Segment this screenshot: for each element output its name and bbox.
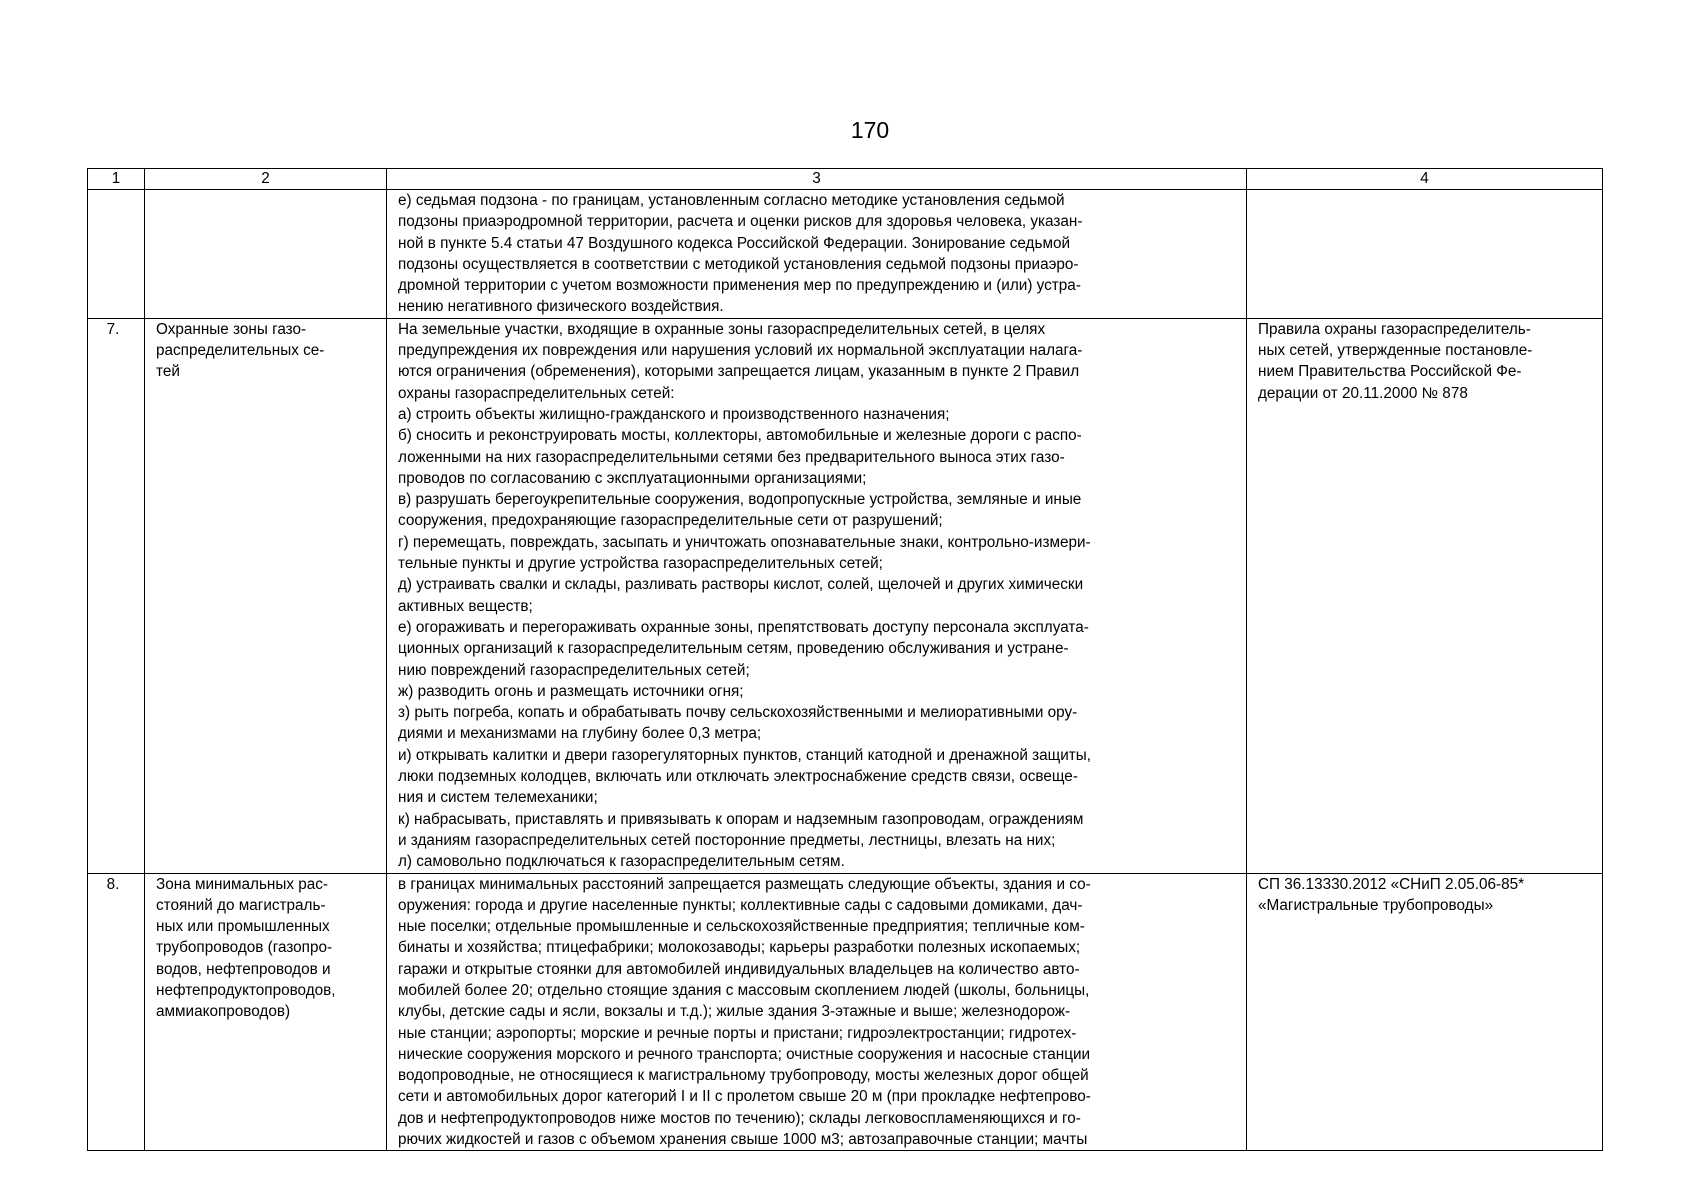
text-line: нием Правительства Российской Фе-: [1258, 363, 1522, 381]
text-line: охраны газораспределительных сетей:: [398, 384, 675, 402]
text-line: в границах минимальных расстояний запрещается размещать следующие объекты, здания и со-: [398, 875, 1091, 893]
text-line: тельные пункты и другие устройства газораспределительных сетей;: [398, 555, 883, 573]
text-line: ных или промышленных: [156, 918, 330, 936]
table-row: [88, 318, 1603, 873]
text-line: ционных организаций к газораспределительным сетям, проведению обслуживания и устране-: [398, 640, 1069, 658]
header-cell-3: 3: [387, 169, 1247, 190]
text-line: ложенными на них газораспределительными сетями без предварительного выноса этих газо-: [398, 448, 1065, 466]
page-number: 170: [850, 117, 890, 143]
text-line: трубопроводов (газопро-: [156, 939, 333, 957]
zone-name: [145, 318, 387, 873]
text-line: дерации от 20.11.2000 № 878: [1258, 384, 1468, 402]
text-line: е) огораживать и перегораживать охранные зоны, препятствовать доступу персонала эксплуата-: [398, 618, 1089, 636]
zone-name: [145, 873, 387, 1151]
text-line: оружения: города и другие населенные пункты; коллективные сады с садовыми домиками, дач-: [398, 896, 1083, 914]
row-number: [88, 190, 145, 319]
text-line: дов и нефтепродуктопроводов ниже мостов по течению); склады легковоспламеняющихся и го-: [398, 1109, 1081, 1127]
text-line: з) рыть погреба, копать и обрабатывать почву сельскохозяйственными и мелиоративными ору-: [398, 704, 1078, 722]
text-line: люки подземных колодцев, включать или отключать электроснабжение средств связи, освеще-: [398, 768, 1078, 786]
text-line: стояний до магистраль-: [156, 896, 326, 914]
text-line: мобилей более 20; отдельно стоящие здания с массовым скоплением людей (школы, больницы,: [398, 981, 1090, 999]
text-line: ния и систем телемеханики;: [398, 789, 598, 807]
table-row: [88, 873, 1603, 1151]
text-line: бинаты и хозяйства; птицефабрики; молокозаводы; карьеры разработки полезных ископаемых;: [398, 939, 1081, 957]
text-line: Охранные зоны газо-: [156, 320, 307, 338]
zone-name: [145, 190, 387, 319]
text-line: д) устраивать свалки и склады, разливать растворы кислот, солей, щелочей и других химически: [398, 576, 1084, 594]
text-line: в) разрушать берегоукрепительные сооружения, водопропускные устройства, земляные и иные: [398, 491, 1082, 509]
header-cell-1: 1: [88, 169, 145, 190]
text-line: нению негативного физического воздействия.: [398, 298, 724, 316]
text-line: водов, нефтепроводов и: [156, 960, 331, 978]
table-row: [88, 190, 1603, 319]
text-line: подзоны приаэродромной территории, расчета и оценки рисков для здоровья человека, указан-: [398, 213, 1083, 231]
text-line: проводов по согласованию с эксплуатационными организациями;: [398, 469, 867, 487]
text-line: нию повреждений газораспределительных сетей;: [398, 661, 750, 679]
text-line: клубы, детские сады и ясли, вокзалы и т.д.); жилые здания 3-этажные и выше; железнодорож-: [398, 1003, 1071, 1021]
text-line: тей: [156, 363, 180, 381]
text-line: «Магистральные трубопроводы»: [1258, 896, 1494, 914]
text-line: ных сетей, утвержденные постановле-: [1258, 342, 1533, 360]
text-line: аммиакопроводов): [156, 1003, 291, 1021]
text-line: и зданиям газораспределительных сетей посторонние предметы, лестницы, влезать на них;: [398, 831, 1056, 849]
text-line: дромной территории с учетом возможности применения мер по предупреждению и (или) устра-: [398, 277, 1081, 295]
text-line: нефтепродуктопроводов,: [156, 981, 336, 999]
text-line: и) открывать калитки и двери газорегуляторных пунктов, станций катодной и дренажной защиты,: [398, 746, 1092, 764]
restrictions-text: [387, 873, 1247, 1151]
header-cell-2: 2: [145, 169, 387, 190]
text-line: к) набрасывать, приставлять и привязывать к опорам и надземным газопроводам, ограждениям: [398, 810, 1084, 828]
zones-table: [87, 168, 1603, 1151]
restrictions-text: [387, 318, 1247, 873]
text-line: л) самовольно подключаться к газораспределительным сетям.: [398, 853, 845, 871]
row-number: 7.: [88, 318, 145, 873]
header-cell-4: 4: [1247, 169, 1603, 190]
restrictions-text: [387, 190, 1247, 319]
text-line: гаражи и открытые стоянки для автомобилей индивидуальных владельцев на количество авто-: [398, 960, 1080, 978]
text-line: ж) разводить огонь и размещать источники огня;: [398, 682, 744, 700]
text-line: ные поселки; отдельные промышленные и сельскохозяйственные предприятия; тепличные ком-: [398, 918, 1085, 936]
text-line: б) сносить и реконструировать мосты, коллекторы, автомобильные и железные дороги с распо-: [398, 427, 1082, 445]
text-line: СП 36.13330.2012 «СНиП 2.05.06-85*: [1258, 875, 1525, 893]
text-line: активных веществ;: [398, 597, 533, 615]
text-line: сооружения, предохраняющие газораспределительные сети от разрушений;: [398, 512, 943, 530]
text-line: водопроводные, не относящиеся к магистральному трубопроводу, мосты железных дорог общей: [398, 1067, 1089, 1085]
legal-basis: [1247, 873, 1603, 1151]
text-line: а) строить объекты жилищно-гражданского и производственного назначения;: [398, 405, 950, 423]
text-line: г) перемещать, повреждать, засыпать и уничтожать опознавательные знаки, контрольно-измери-: [398, 533, 1091, 551]
legal-basis: [1247, 318, 1603, 873]
text-line: диями и механизмами на глубину более 0,3 метра;: [398, 725, 762, 743]
text-line: ются ограничения (обременения), которыми запрещается лицам, указанным в пункте 2 Правил: [398, 363, 1080, 381]
legal-basis: [1247, 190, 1603, 319]
text-line: сети и автомобильных дорог категорий I и II с пролетом свыше 20 м (при прокладке нефтепрово-: [398, 1088, 1091, 1106]
text-line: распределительных се-: [156, 342, 325, 360]
text-line: предупреждения их повреждения или нарушения условий их нормальной эксплуатации налага-: [398, 342, 1083, 360]
text-line: нические сооружения морского и речного транспорта; очистные сооружения и насосные станции: [398, 1045, 1091, 1063]
text-line: Правила охраны газораспределитель-: [1258, 320, 1531, 338]
text-line: ные станции; аэропорты; морские и речные порты и пристани; гидроэлектростанции; гидротех-: [398, 1024, 1077, 1042]
text-line: е) седьмая подзона - по границам, установленным согласно методике установления седьмой: [398, 192, 1065, 209]
text-line: На земельные участки, входящие в охранные зоны газораспределительных сетей, в целях: [398, 320, 1046, 338]
text-line: Зона минимальных рас-: [156, 875, 329, 893]
table-header-row: [88, 169, 1603, 190]
text-line: подзоны осуществляется в соответствии с методикой установления седьмой подзоны приаэро-: [398, 255, 1079, 273]
row-number: 8.: [88, 873, 145, 1151]
text-line: рючих жидкостей и газов с объемом хранения свыше 1000 м3; автозаправочные станции; мачты: [398, 1131, 1088, 1149]
text-line: ной в пункте 5.4 статьи 47 Воздушного кодекса Российской Федерации. Зонирование седьмой: [398, 234, 1071, 252]
